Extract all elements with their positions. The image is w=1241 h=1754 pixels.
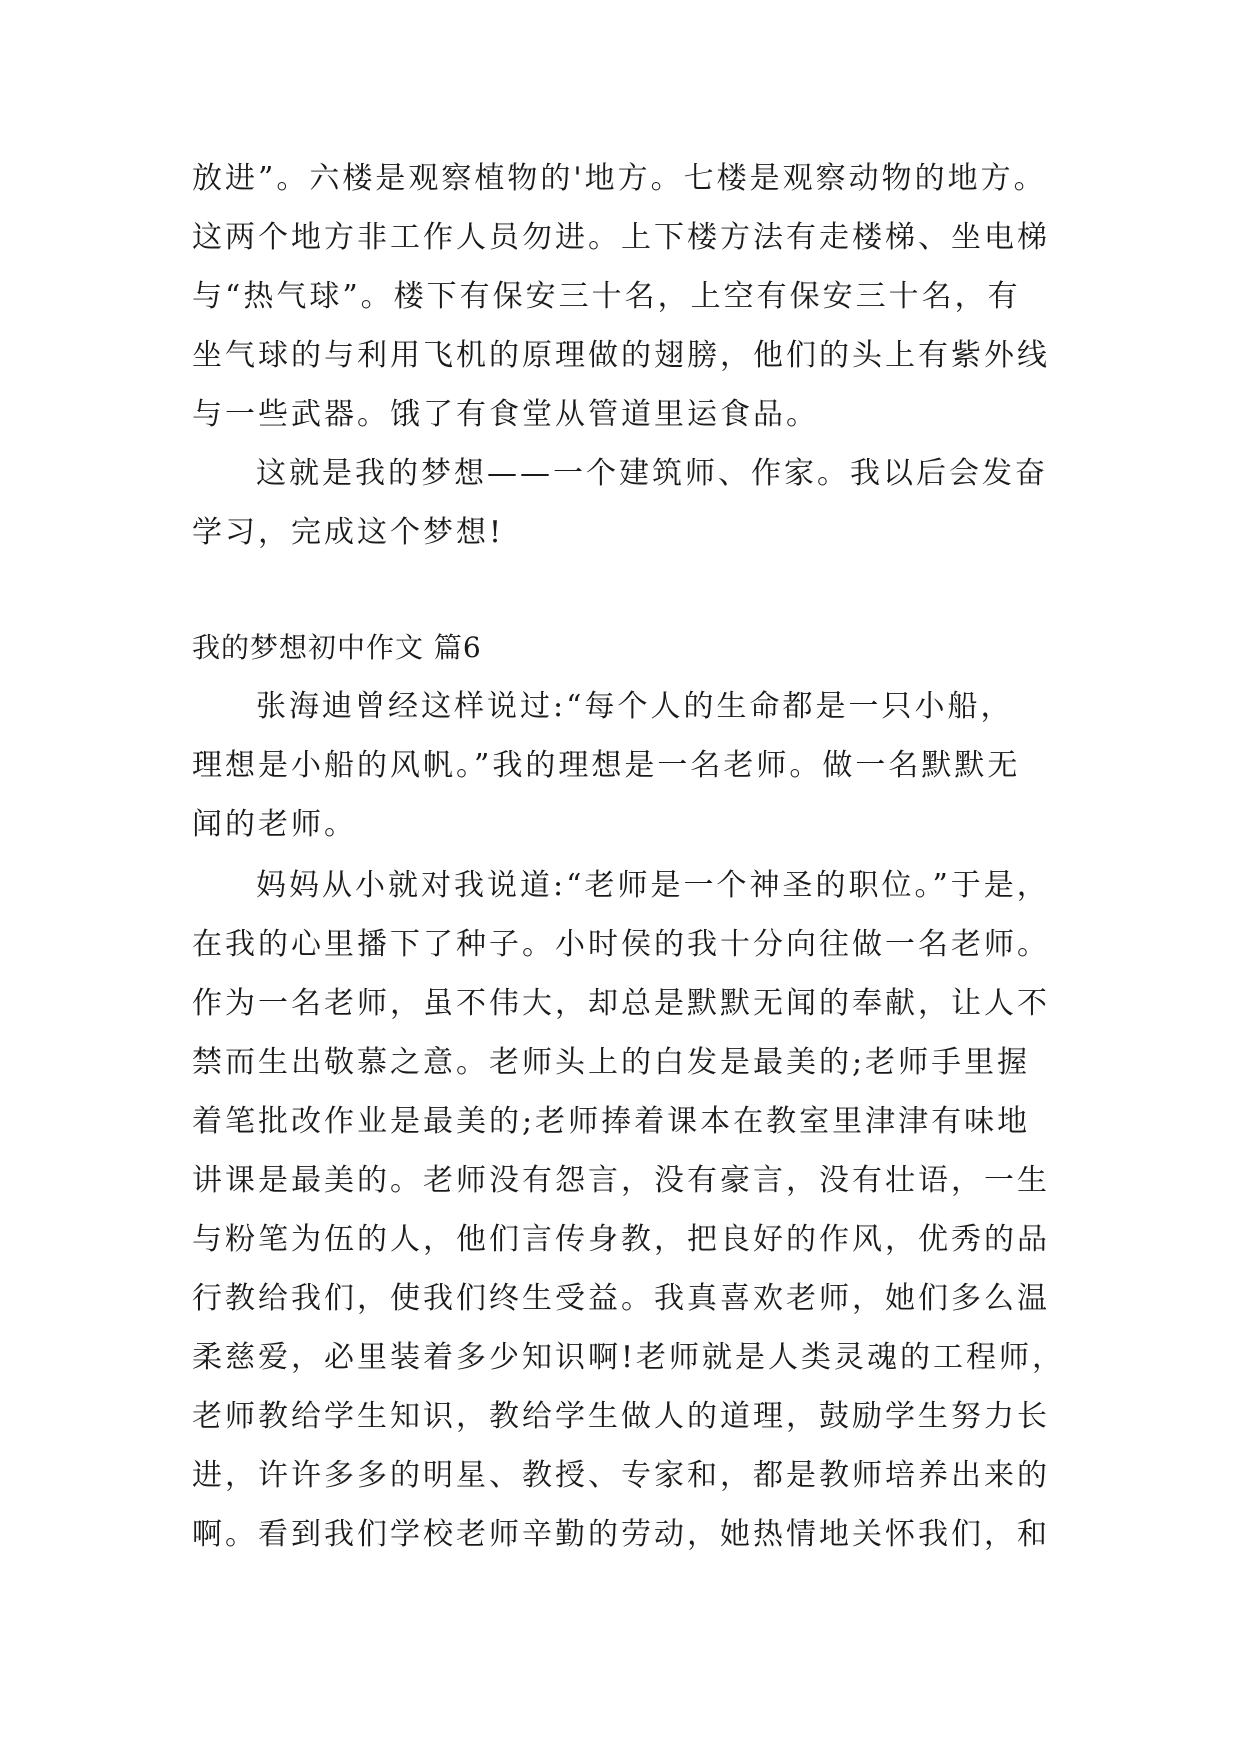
text-line: 妈妈从小就对我说道:“老师是一个神圣的职位。”于是，	[256, 868, 1050, 903]
text-line: 与一些武器。饿了有食堂从管道里运食品。	[192, 397, 819, 432]
text-line: 坐气球的与利用飞机的原理做的翅膀，他们的头上有紫外线	[192, 338, 1050, 373]
text-line: 老师教给学生知识，教给学生做人的道理，鼓励学生努力长	[192, 1399, 1050, 1434]
document-body	[192, 0, 1092, 1754]
text-line: 学习，完成这个梦想!	[192, 515, 505, 550]
text-line: 讲课是最美的。老师没有怨言，没有豪言，没有壮语，一生	[192, 1163, 1050, 1198]
text-line: 进，许许多多的明星、教授、专家和，都是教师培养出来的	[192, 1458, 1050, 1493]
text-line: 在我的心里播下了种子。小时侯的我十分向往做一名老师。	[192, 927, 1050, 962]
text-line: 这两个地方非工作人员勿进。上下楼方法有走楼梯、坐电梯	[192, 220, 1050, 255]
text-line: 放进”。六楼是观察植物的'地方。七楼是观察动物的地方。	[192, 161, 1047, 196]
section-heading: 我的梦想初中作文 篇6	[192, 631, 482, 664]
text-line: 理想是小船的风帆。”我的理想是一名老师。做一名默默无	[192, 748, 1021, 783]
text-line: 禁而生出敬慕之意。老师头上的白发是最美的;老师手里握	[192, 1045, 1031, 1080]
text-line: 张海迪曾经这样说过:“每个人的生命都是一只小船，	[256, 689, 1014, 724]
text-line: 与“热气球”。楼下有保安三十名，上空有保安三十名，有	[192, 279, 1021, 314]
text-line: 行教给我们，使我们终生受益。我真喜欢老师，她们多么温	[192, 1281, 1050, 1316]
text-line: 闻的老师。	[192, 807, 357, 842]
text-line: 这就是我的梦想——一个建筑师、作家。我以后会发奋	[256, 456, 1048, 491]
text-line: 啊。看到我们学校老师辛勤的劳动，她热情地关怀我们，和	[192, 1517, 1050, 1552]
text-line: 柔慈爱，必里装着多少知识啊!老师就是人类灵魂的工程师，	[192, 1340, 1066, 1375]
text-line: 作为一名老师，虽不伟大，却总是默默无闻的奉献，让人不	[192, 986, 1050, 1021]
text-line: 着笔批改作业是最美的;老师捧着课本在教室里津津有味地	[192, 1104, 1031, 1139]
text-line: 与粉笔为伍的人，他们言传身教，把良好的作风，优秀的品	[192, 1222, 1050, 1257]
